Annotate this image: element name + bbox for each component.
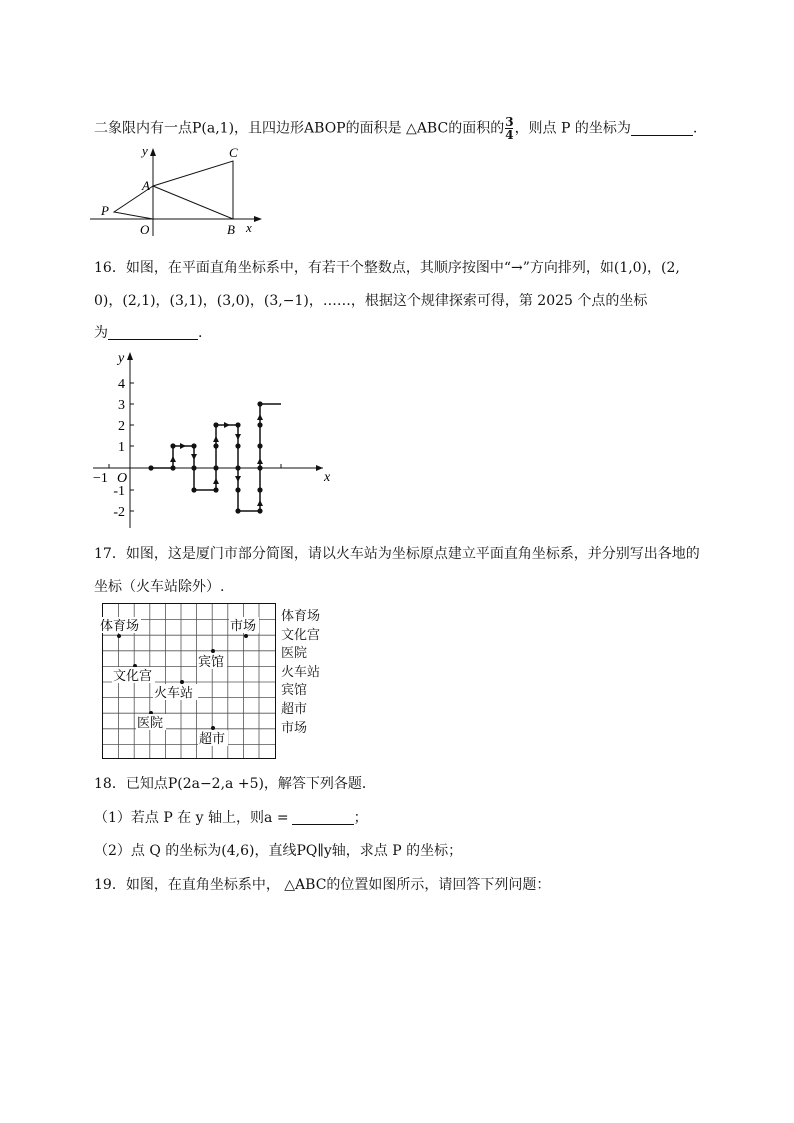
x-tick-label-neg1: −1 [93,471,108,486]
point-5-0 [235,465,240,470]
fraction-denominator: 4 [505,128,514,142]
arrow-up-icon [170,456,176,462]
point-5-neg1 [235,487,240,492]
arrow-up-icon [213,478,219,484]
market-label: 市场 [230,618,257,633]
y-tick-label-1: 1 [118,440,125,455]
x-axis-arrow [254,216,262,222]
q16-answer-blank[interactable] [108,325,198,340]
arrow-up-icon [257,500,263,506]
arrow-up-icon [257,458,263,464]
legend-item: 医院 [281,646,308,662]
label-x: x [246,220,252,235]
legend-item: 超市 [281,701,308,717]
legend-item: 文化宫 [281,627,321,643]
q17-line-1: 17．如图，这是厦门市部分简图，请以火车站为坐标原点建立平面直角坐标系，并分别写出各地的 [94,546,700,562]
q16-line-3 [94,322,202,342]
point-4-2 [213,422,218,427]
y-tick-label-4: 4 [118,377,125,392]
stadium-label: 体育场 [100,618,140,633]
y-tick-label-neg2: -2 [113,505,125,520]
arrow-down-icon [191,454,197,460]
arrow-down-icon [235,434,241,440]
fraction-three-quarters [505,116,513,141]
q15-line [94,116,697,141]
legend-item: 体育场 [281,609,321,624]
q16-line3-pre: 为 [94,325,108,341]
market-point [244,634,248,638]
legend-item: 火车站 [281,664,321,680]
arrow-up-icon [213,436,219,442]
q18-line2-pre: （1）若点 P 在 y 轴上，则a = [94,810,289,826]
y-tick-label-3: 3 [118,398,125,413]
culture-label: 文化宫 [113,668,153,683]
point-6-1 [257,443,262,448]
q16-line-1: 16．如图，在平面直角坐标系中，有若干个整数点，其顺序按图中“→”方向排列，如(1,0)，(2, [94,260,680,276]
q15-end: . [692,120,698,137]
label-a: A [142,178,150,193]
fraction-numerator: 3 [505,115,514,129]
y-axis-arrow [150,148,156,156]
point-3-neg1 [191,487,196,492]
label-y: y [142,143,148,158]
point-4-1 [213,443,218,448]
point-1-0 [148,465,153,470]
label-b: B [227,222,235,237]
q18-line-3: （2）点 Q 的坐标为(4,6)，直线PQ∥y轴，求点 P 的坐标； [94,843,463,859]
arrow-up-icon [257,414,263,420]
q15-text-post: ，则点 P 的坐标为 [514,120,631,137]
x-axis-arrow [316,465,323,471]
point-6-2 [257,422,262,427]
q19-line-1: 19．如图，在直角坐标系中， △ABC的位置如图所示，请回答下列问题： [94,877,551,893]
q17-line-2: 坐标（火车站除外）. [94,579,225,595]
hospital-label: 医院 [137,715,164,730]
q15-figure [90,140,270,240]
q16-line3-end: . [198,325,203,341]
point-3-0 [191,465,196,470]
label-x: x [324,470,331,485]
q18-answer-blank[interactable] [292,810,354,825]
path-points [148,401,262,513]
supermarket-label: 超市 [199,731,226,746]
label-p: P [101,203,109,218]
q16-line-2: 0)，(2,1)，(3,1)，(3,0)，(3,−1)，……，根据这个规律探索可得，第 2025 个点的坐标 [94,293,648,309]
supermarket-point [211,726,215,730]
point-6-neg1 [257,487,262,492]
legend-item: 市场 [281,720,308,736]
point-5-2 [235,422,240,427]
q18-line-2 [94,807,368,827]
triangle-abc [153,161,233,219]
point-5-1 [235,443,240,448]
point-6-0 [257,465,262,470]
label-y: y [118,351,125,366]
q15-text-pre: 二象限内有一点P(a,1)，且四边形ABOP的面积是 △ABC的面积的 [94,120,505,137]
q17-map [102,603,277,760]
station-label: 火车站 [154,685,194,700]
q18-line-1: 18．已知点P(2a−2,a +5)，解答下列各题． [94,776,376,792]
legend-item: 宾馆 [281,683,308,699]
q17-legend [281,608,320,738]
point-4-neg1 [213,487,218,492]
hotel-label: 宾馆 [198,654,225,669]
y-tick-label-neg1: -1 [113,484,125,499]
station-point [180,680,184,684]
q15-answer-blank[interactable] [631,121,693,136]
point-6-3 [257,401,262,406]
point-2-1 [170,443,175,448]
label-o: O [140,222,150,237]
point-5-neg2 [235,508,240,513]
stadium-point [117,634,121,638]
point-6-neg2 [257,508,262,513]
y-tick-label-2: 2 [118,419,125,434]
y-axis-arrow [127,352,133,360]
point-3-1 [191,443,196,448]
hotel-point [211,649,215,653]
spiral-path [151,404,281,511]
label-c: C [229,145,238,160]
arrow-right-icon [180,443,186,449]
arrow-right-icon [224,422,230,428]
q16-figure [88,348,338,533]
point-2-0 [170,465,175,470]
q18-line2-end: ； [353,810,368,826]
point-4-0 [213,465,218,470]
label-origin: O [117,471,128,486]
arrow-down-icon [235,476,241,482]
